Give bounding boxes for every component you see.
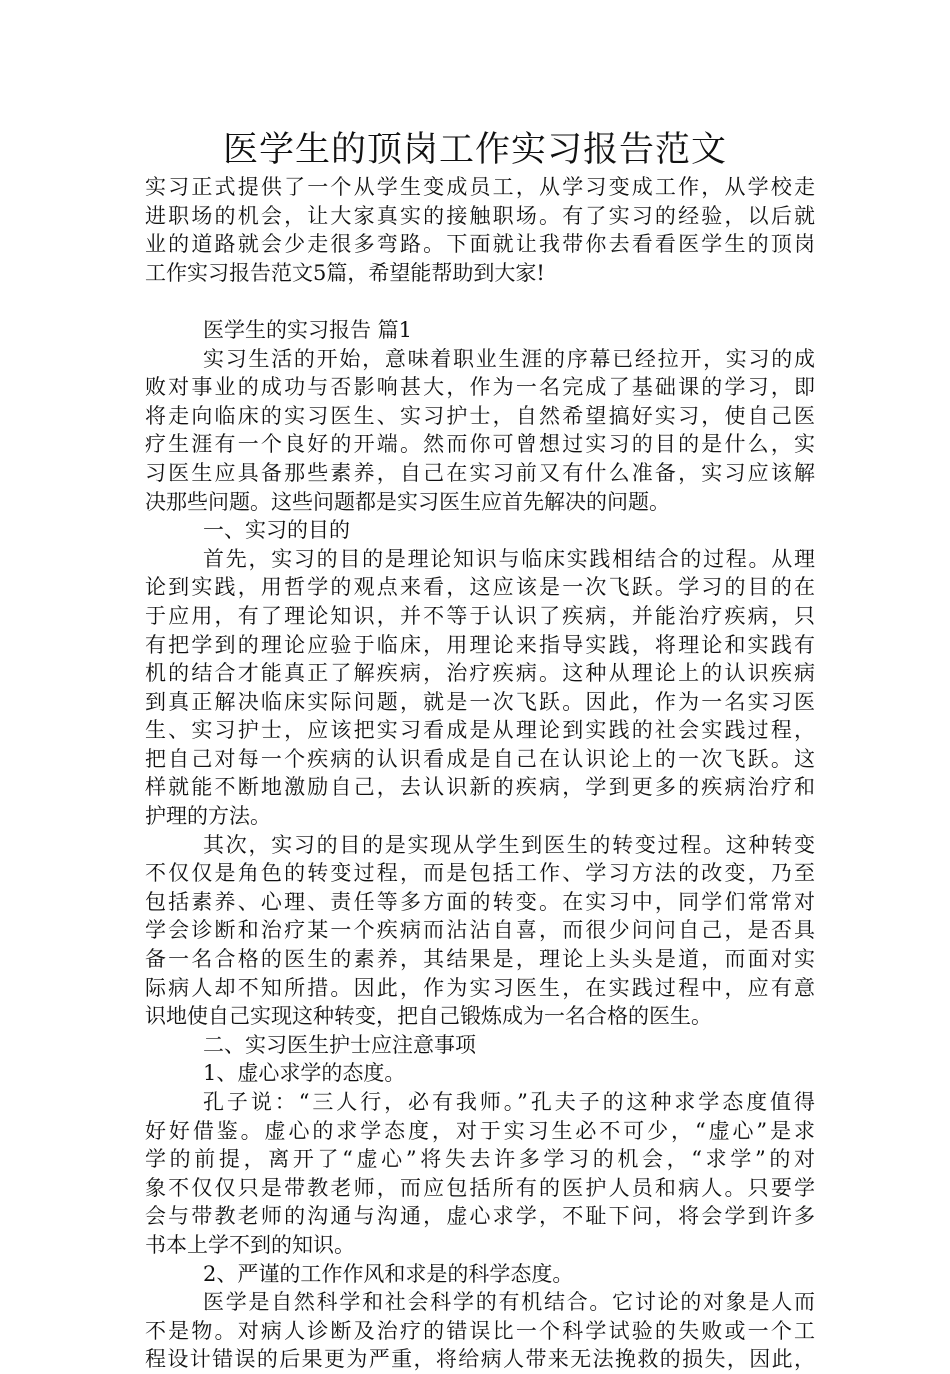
paragraph-line: 会与带教老师的沟通与沟通，虚心求学，不耻下问，将会学到许多 xyxy=(145,1204,815,1229)
paragraph-line: 不仅仅是角色的转变过程，而是包括工作、学习方法的改变，乃至 xyxy=(145,861,815,886)
paragraph-line: 习医生应具备那些素养，自己在实习前又有什么准备，实习应该解 xyxy=(145,460,815,485)
paragraph-line: 于应用，有了理论知识，并不等于认识了疾病，并能治疗疾病，只 xyxy=(145,603,815,628)
intro-line: 工作实习报告范文5篇，希望能帮助到大家! xyxy=(145,260,545,285)
document-title: 医学生的顶岗工作实习报告范文 xyxy=(222,130,727,170)
paragraph-line: 象不仅仅只是带教老师，而应包括所有的医护人员和病人。只要学 xyxy=(145,1175,815,1200)
paragraph-line: 把自己对每一个疾病的认识看成是自己在认识论上的一次飞跃。这 xyxy=(145,746,815,771)
intro-line: 业的道路就会少走很多弯路。下面就让我带你去看看医学生的顶岗 xyxy=(145,232,815,257)
intro-line: 实习正式提供了一个从学生变成员工，从学习变成工作，从学校走 xyxy=(145,175,815,199)
section-heading: 医学生的实习报告 篇1 xyxy=(203,317,413,342)
paragraph-line: 有把学到的理论应验于临床，用理论来指导实践，将理论和实践有 xyxy=(145,632,815,657)
paragraph-line: 孔子说：“三人行，必有我师。”孔夫子的这种求学态度值得 xyxy=(203,1090,815,1114)
subheading: 2、严谨的工作作风和求是的科学态度。 xyxy=(203,1261,574,1286)
paragraph-line: 包括素养、心理、责任等多方面的转变。在实习中，同学们常常对 xyxy=(145,889,815,914)
paragraph-line: 机的结合才能真正了解疾病，治疗疾病。这种从理论上的认识疾病 xyxy=(145,661,815,686)
paragraph-line: 不是物。对病人诊断及治疗的错误比一个科学试验的失败或一个工 xyxy=(145,1318,815,1343)
paragraph-line: 识地使自己实现这种转变，把自己锻炼成为一名合格的医生。 xyxy=(145,1004,712,1029)
paragraph-line: 书本上学不到的知识。 xyxy=(145,1232,355,1257)
paragraph-line: 际病人却不知所措。因此，作为实习医生，在实践过程中，应有意 xyxy=(145,975,815,1000)
paragraph-line: 将走向临床的实习医生、实习护士，自然希望搞好实习，使自己医 xyxy=(145,403,815,428)
paragraph-line: 到真正解决临床实际问题，就是一次飞跃。因此，作为一名实习医 xyxy=(145,689,815,714)
paragraph-line: 首先，实习的目的是理论知识与临床实践相结合的过程。从理 xyxy=(203,546,815,571)
paragraph-line: 医学是自然科学和社会科学的有机结合。它讨论的对象是人而 xyxy=(203,1290,815,1315)
paragraph-line: 决那些问题。这些问题都是实习医生应首先解决的问题。 xyxy=(145,489,670,514)
paragraph-line: 样就能不断地激励自己，去认识新的疾病，学到更多的疾病治疗和 xyxy=(145,775,815,800)
paragraph-line: 败对事业的成功与否影响甚大，作为一名完成了基础课的学习，即 xyxy=(145,375,815,400)
paragraph-line: 程设计错误的后果更为严重，将给病人带来无法挽救的损失，因此， xyxy=(145,1347,815,1372)
subheading: 一、实习的目的 xyxy=(203,518,350,543)
intro-line: 进职场的机会，让大家真实的接触职场。有了实习的经验，以后就 xyxy=(145,203,815,228)
blank-line xyxy=(145,287,815,316)
paragraph-line: 学的前提，离开了“虚心”将失去许多学习的机会，“求学”的对 xyxy=(145,1147,815,1172)
paragraph-line: 实习生活的开始，意味着职业生涯的序幕已经拉开，实习的成 xyxy=(203,346,815,371)
paragraph-line: 好好借鉴。虚心的求学态度，对于实习生必不可少，“虚心”是求 xyxy=(145,1118,815,1143)
paragraph-line: 生、实习护士，应该把实习看成是从理论到实践的社会实践过程， xyxy=(145,718,815,743)
document-body xyxy=(145,173,815,1374)
paragraph-line: 其次，实习的目的是实现从学生到医生的转变过程。这种转变 xyxy=(203,832,815,857)
paragraph-line: 备一名合格的医生的素养，其结果是，理论上头头是道，而面对实 xyxy=(145,947,815,972)
subheading: 1、虚心求学的态度。 xyxy=(203,1061,406,1086)
paragraph-line: 学会诊断和治疗某一个疾病而沾沾自喜，而很少问问自己，是否具 xyxy=(145,918,815,943)
paragraph-line: 疗生涯有一个良好的开端。然而你可曾想过实习的目的是什么，实 xyxy=(145,432,815,457)
subheading: 二、实习医生护士应注意事项 xyxy=(203,1032,476,1057)
paragraph-line: 论到实践，用哲学的观点来看，这应该是一次飞跃。学习的目的在 xyxy=(145,575,815,600)
paragraph-line: 护理的方法。 xyxy=(145,804,271,829)
